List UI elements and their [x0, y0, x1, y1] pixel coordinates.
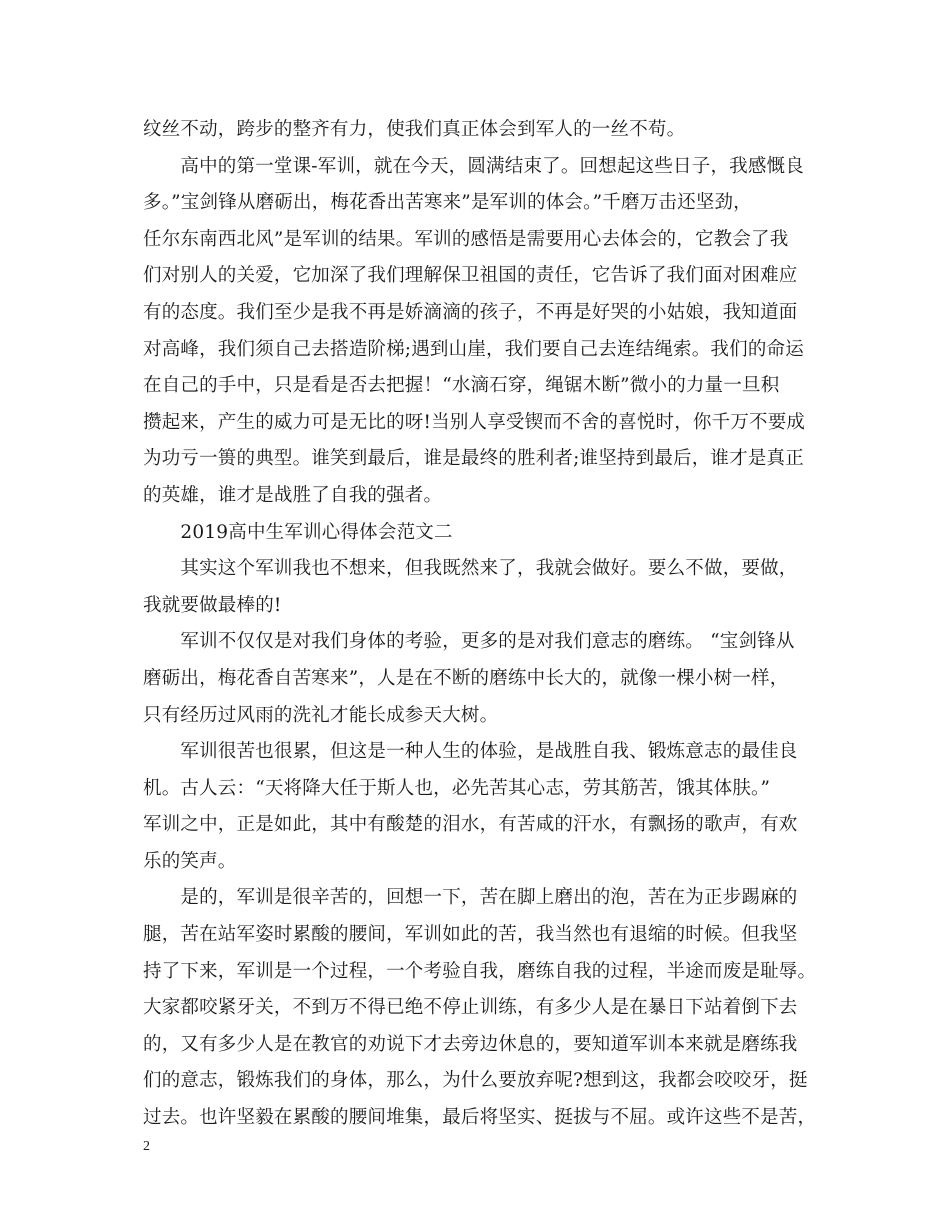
- text-line: 攒起来，产生的威力可是无比的呀!当别人享受锲而不舍的喜悦时，你千万不要成: [143, 411, 806, 433]
- text-line: 过去。也许坚毅在累酸的腰间堆集，最后将坚实、挺拔与不屈。或许这些不是苦，: [143, 1107, 817, 1129]
- text-line: 是的，军训是很辛苦的，回想一下，苦在脚上磨出的泡，苦在为正步踢麻的: [143, 887, 798, 909]
- text-line: 只有经历过风雨的洗礼才能长成参天大树。: [143, 704, 499, 726]
- text-line: 的英雄，谁才是战胜了自我的强者。: [143, 484, 443, 506]
- text-line: 军训不仅仅是对我们身体的考验，更多的是对我们意志的磨练。 “宝剑锋从: [143, 631, 795, 653]
- text-line: 们对别人的关爱，它加深了我们理解保卫祖国的责任，它告诉了我们面对困难应: [143, 265, 798, 287]
- text-line: 磨砺出，梅花香自苦寒来”，人是在不断的磨练中长大的，就像一棵小树一样，: [143, 667, 789, 689]
- text-line: 的，又有多少人是在教官的劝说下才去旁边休息的，要知道军训本来就是磨练我: [143, 1033, 798, 1055]
- text-line: 我就要做最棒的!: [143, 594, 282, 616]
- text-line: 纹丝不动，跨步的整齐有力，使我们真正体会到军人的一丝不苟。: [143, 119, 686, 140]
- text-line: 持了下来，军训是一个过程，一个考验自我，磨练自我的过程，半途而废是耻辱。: [143, 960, 817, 982]
- text-line: 多。”宝剑锋从磨砺出，梅花香出苦寒来”是军训的体会。”千磨万击还坚劲，: [143, 192, 752, 214]
- text-line: 任尔东南西北风”是军训的结果。军训的感悟是需要用心去体会的，它教会了我: [143, 228, 789, 250]
- text-line: 乐的笑声。: [143, 850, 237, 872]
- text-line: 军训很苦也很累，但这是一种人生的体验，是战胜自我、锻炼意志的最佳良: [143, 741, 798, 763]
- text-line: 对高峰，我们须自己去搭造阶梯;遇到山崖，我们要自己去连结绳索。我们的命运: [143, 338, 804, 360]
- body-text: [143, 112, 823, 1137]
- text-line: 为功亏一篑的典型。谁笑到最后，谁是最终的胜利者;谁坚持到最后，谁才是真正: [143, 448, 804, 470]
- text-line: 腿，苦在站军姿时累酸的腰间，军训如此的苦，我当然也有退缩的时候。但我坚: [143, 924, 798, 946]
- text-line: 其实这个军训我也不想来，但我既然来了，我就会做好。要么不做，要做，: [143, 558, 798, 580]
- section-heading: 2019高中生军训心得体会范文二: [143, 521, 453, 543]
- text-line: 在自己的手中，只是看是否去把握！“水滴石穿，绳锯木断”微小的力量一旦积: [143, 375, 780, 397]
- text-line: 军训之中，正是如此，其中有酸楚的泪水，有苦咸的汗水，有飘扬的歌声，有欢: [143, 814, 798, 836]
- text-line: 有的态度。我们至少是我不再是娇滴滴的孩子，不再是好哭的小姑娘，我知道面: [143, 301, 798, 323]
- text-line: 高中的第一堂课-军训，就在今天，圆满结束了。回想起这些日子，我感慨良: [143, 155, 804, 177]
- page-number: 2: [143, 1139, 150, 1154]
- text-line: 机。古人云：“天将降大任于斯人也，必先苦其心志，劳其筋苦，饿其体肤。”: [143, 777, 771, 799]
- text-line: 们的意志，锻炼我们的身体，那么，为什么要放弃呢?想到这，我都会咬咬牙，挺: [143, 1070, 808, 1092]
- text-line: 大家都咬紧牙关，不到万不得已绝不停止训练，有多少人是在暴日下站着倒下去: [143, 997, 798, 1019]
